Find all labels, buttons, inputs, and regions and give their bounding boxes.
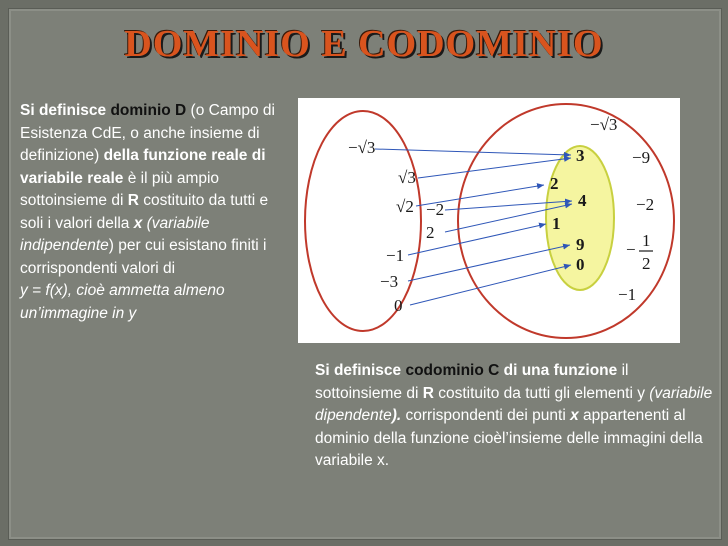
domain-def-text: (o Campo di Esistenza CdE, o anche insieme di definizione)	[20, 102, 275, 164]
codomain-label: −√3	[590, 115, 618, 134]
codomain-def-text: (	[649, 384, 655, 402]
codomain-def-text: ).	[391, 407, 402, 424]
codomain-def-text: appartenenti al dominio della funzione cioèl’insieme delle immagini della variabile x.	[315, 407, 703, 469]
domain-def-text: R	[127, 192, 139, 209]
mapping-svg	[298, 98, 680, 343]
codomain-label: −9	[632, 148, 651, 167]
codomain-label: −2	[636, 195, 655, 214]
domain-def-text: è il più ampio sottoinsieme di	[20, 169, 220, 209]
codomain-keyword: codominio C	[405, 362, 500, 379]
mapping-arrow	[416, 185, 544, 206]
codomain-def-text: di una funzione	[499, 362, 618, 379]
codomain-def-text: variabile dipendente	[315, 384, 713, 424]
domain-def-text: Si definisce	[20, 102, 111, 119]
domain-label: √2	[396, 197, 414, 216]
codomain-def-text: Si definisce	[315, 362, 406, 379]
domain-label: 0	[394, 296, 403, 315]
domain-label: −2	[426, 200, 445, 219]
fraction-numerator: 1	[642, 231, 651, 250]
fraction-denominator: 2	[642, 254, 651, 273]
mapping-arrow	[408, 245, 570, 281]
image-label: 1	[552, 214, 561, 233]
codomain-def-text: costituito da tutti gli elementi y	[433, 384, 650, 402]
fraction-minus: −	[626, 240, 636, 259]
domain-def-text: per cui esistano finiti i corrispondenti valori di	[20, 237, 267, 277]
domain-def-text: y = f(x), cioè ammetta almeno un’immagine in y	[20, 282, 225, 322]
domain-label: −3	[380, 272, 399, 291]
mapping-arrow	[410, 265, 571, 305]
codomain-def-text: il sottoinsieme di	[315, 362, 629, 402]
domain-label: −√3	[348, 138, 376, 157]
domain-def-text: x	[133, 214, 143, 232]
codomain-definition	[315, 360, 715, 473]
codomain-label: −1	[618, 285, 637, 304]
domain-def-text: )	[108, 237, 114, 254]
function-mapping-diagram	[298, 98, 680, 343]
domain-def-text: della funzione reale di variabile reale	[20, 147, 266, 187]
image-label: 9	[576, 235, 585, 254]
domain-definition	[20, 100, 290, 325]
codomain-def-text: R	[422, 384, 434, 402]
domain-label: 2	[426, 223, 435, 242]
image-label: 0	[576, 255, 585, 274]
domain-label: −1	[386, 246, 405, 265]
domain-def-text: (variabile indipendente	[20, 214, 210, 254]
mapping-arrow	[418, 158, 571, 178]
codomain-def-text: corrispondenti dei punti	[401, 407, 571, 424]
image-label: 2	[550, 174, 559, 193]
slide-title: DOMINIO E CODOMINIO	[124, 23, 604, 65]
domain-keyword: dominio D	[110, 102, 187, 119]
codomain-def-text: x	[570, 407, 579, 424]
mapping-arrow	[375, 149, 571, 155]
image-label: 4	[578, 191, 587, 210]
codomain-label-fraction	[626, 231, 653, 273]
domain-label: √3	[398, 168, 416, 187]
domain-def-text: costituito da tutti e soli i valori della	[20, 192, 269, 232]
image-label: 3	[576, 146, 585, 165]
